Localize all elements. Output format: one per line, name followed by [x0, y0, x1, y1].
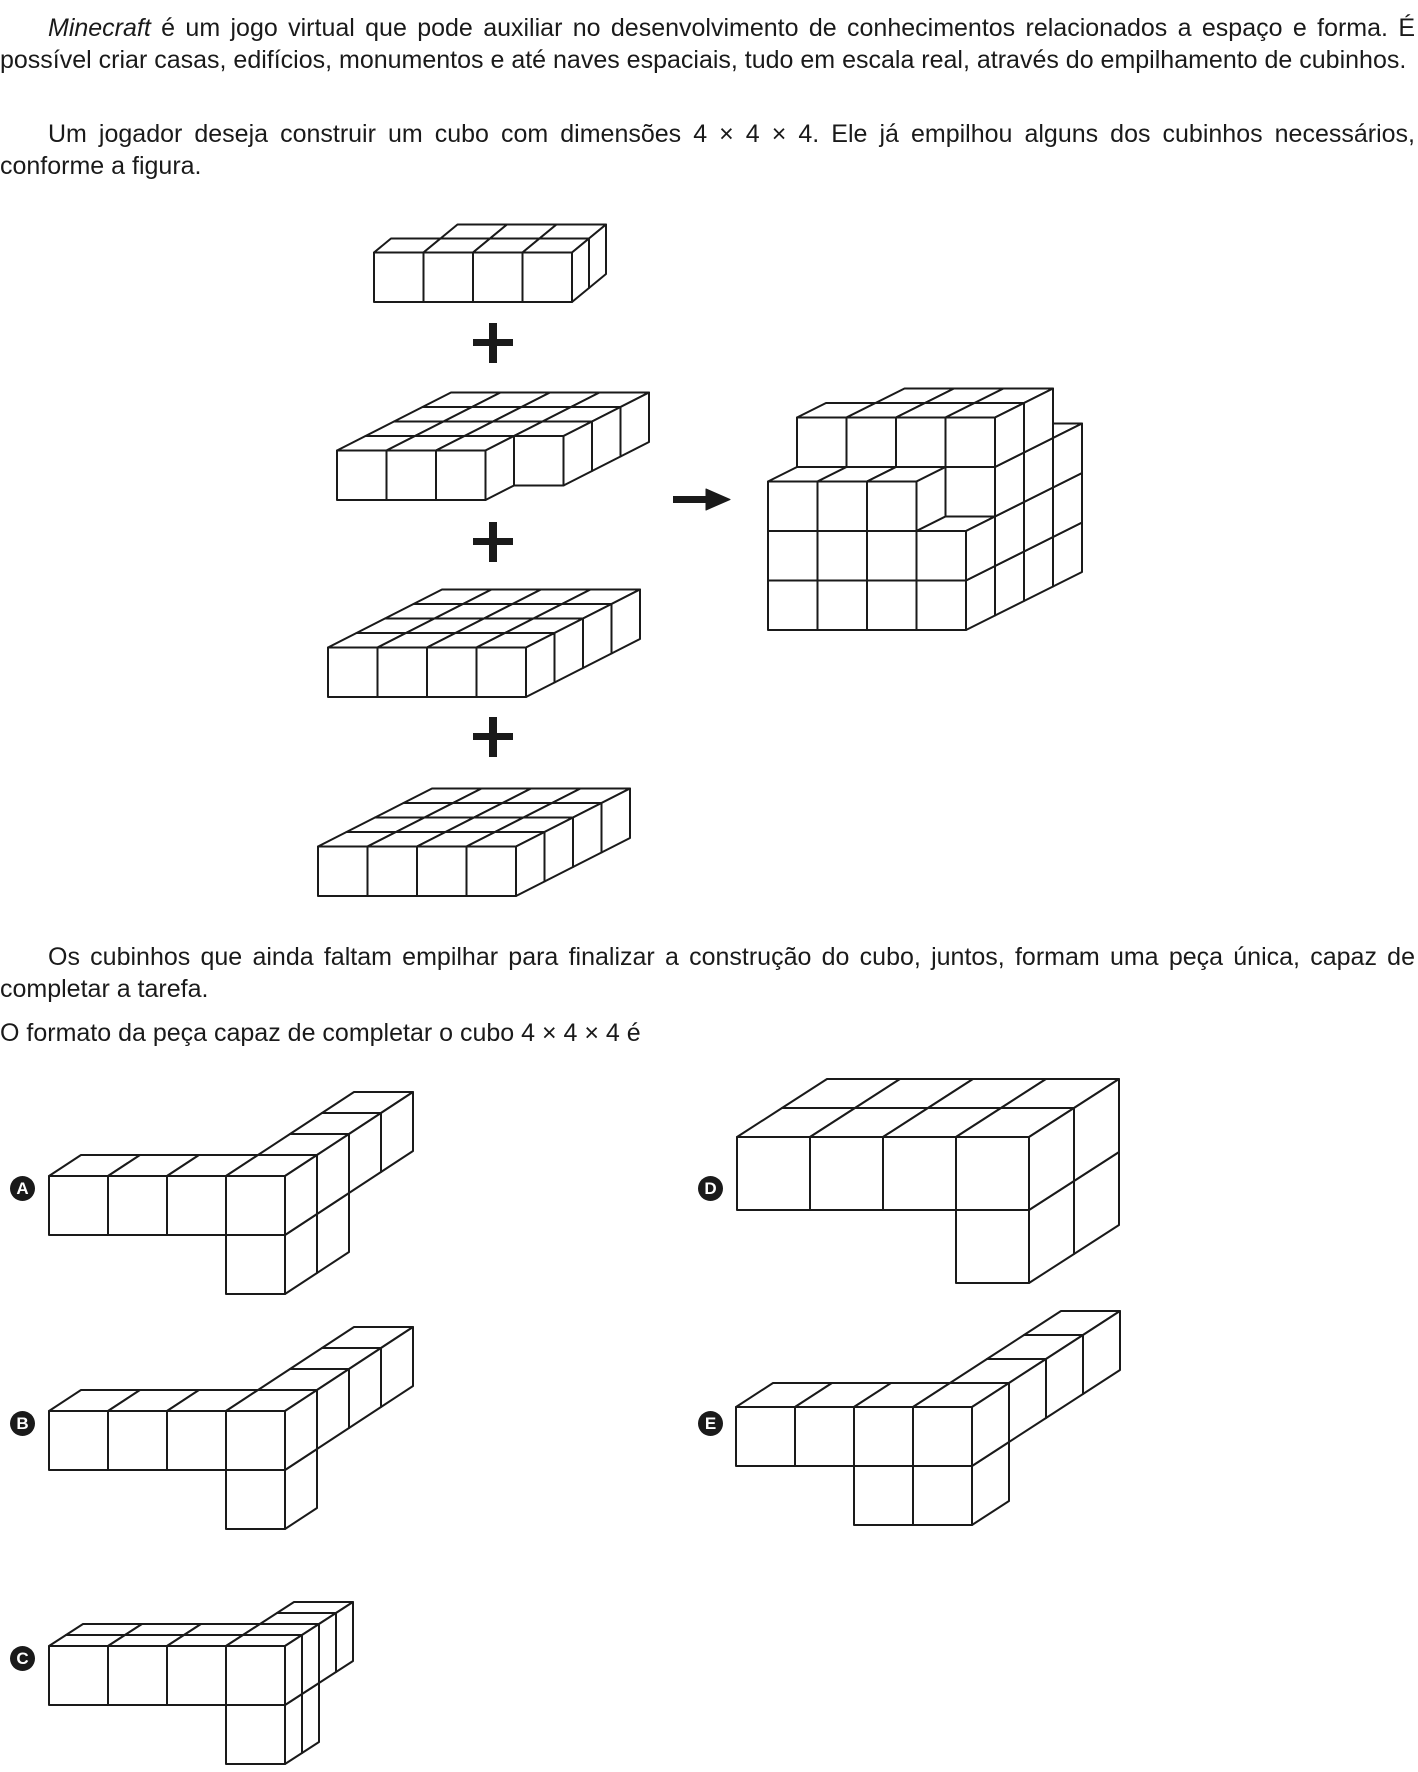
option-c-badge[interactable]: C — [10, 1646, 35, 1671]
option-d-badge[interactable]: D — [698, 1176, 723, 1201]
minecraft-title: Minecraft — [48, 14, 151, 42]
assembled-structure — [768, 389, 1082, 631]
option-b-piece[interactable] — [49, 1327, 413, 1529]
option-a-piece[interactable] — [49, 1092, 413, 1294]
option-b-badge[interactable]: B — [10, 1411, 35, 1436]
option-c-piece[interactable] — [49, 1602, 353, 1764]
option-e-piece[interactable] — [736, 1311, 1120, 1525]
arrow-icon — [673, 489, 730, 510]
stacked-layer-2 — [328, 590, 640, 698]
stacked-layer-bottom — [318, 789, 630, 897]
option-d-piece[interactable] — [737, 1079, 1119, 1283]
plus-icon-3 — [473, 717, 513, 757]
option-a-badge[interactable]: A — [10, 1176, 35, 1201]
plus-icon-2 — [473, 522, 513, 562]
question-prompt: O formato da peça capaz de completar o cubo 4 × 4 × 4 é — [0, 1019, 641, 1047]
intro-text: é um jogo virtual que pode auxiliar no desenvolvimento de conhecimentos relacionados a espaço e forma. É possível criar casas, edifícios, monumentos e até naves espaciais, tudo em escala real, através do empilhamento de cubinhos. — [0, 14, 1415, 74]
missing-cubes-paragraph: Os cubinhos que ainda faltam empilhar para finalizar a construção do cubo, juntos, formam uma peça única, capaz de completar a tarefa. — [0, 943, 1415, 1003]
player-paragraph: Um jogador deseja construir um cubo com dimensões 4 × 4 × 4. Ele já empilhou alguns dos cubinhos necessários, conforme a figura. — [0, 120, 1415, 180]
stacked-layer-top — [374, 225, 606, 303]
option-e-badge[interactable]: E — [698, 1411, 723, 1436]
stacked-layer-3 — [337, 393, 649, 501]
plus-icon-1 — [473, 323, 513, 363]
